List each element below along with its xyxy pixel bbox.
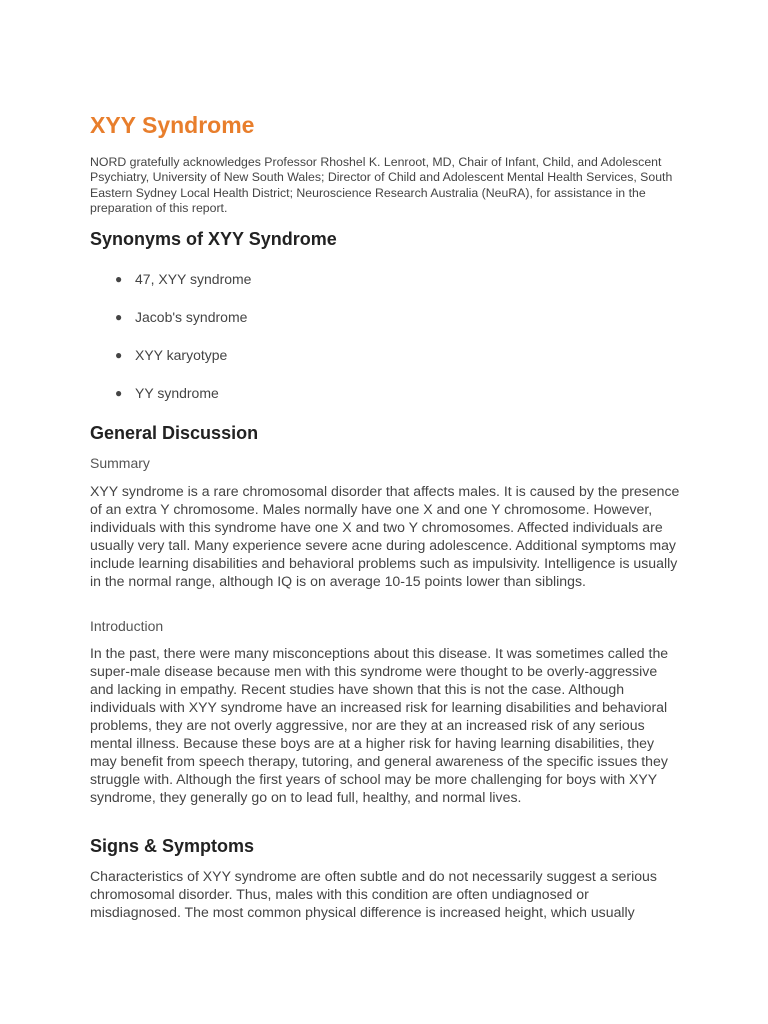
synonyms-list (90, 268, 251, 420)
synonym-text: YY syndrome (135, 385, 219, 401)
bullet-icon: ● (115, 310, 123, 324)
list-item (90, 344, 251, 382)
synonym-text: Jacob's syndrome (135, 309, 248, 325)
summary-label: Summary (90, 455, 150, 471)
general-discussion-heading: General Discussion (90, 423, 259, 443)
introduction-label: Introduction (90, 618, 164, 634)
summary-paragraph: XYY syndrome is a rare chromosomal disorder that affects males. It is caused by the presence of an extra Y chromosome. Males normally have one X and one Y chromosome. However, individuals with this syndrome have one X and two Y chromosomes. Affected individuals are usually very tall. Many experience severe acne during adolescence. Additional symptoms may include learning disabilities and behavioral problems such as impulsivity. Intelligence is usually in the normal range, although IQ is on average 10-15 points lower than siblings. (90, 483, 680, 589)
introduction-paragraph: In the past, there were many misconceptions about this disease. It was sometimes called the super-male disease because men with this syndrome were thought to be overly-aggressive and lacking in empathy. Recent studies have shown that this is not the case. Although individuals with XYY syndrome have an increased risk for learning disabilities and behavioral problems, they are not overly aggressive, nor are they at an increased risk of any serious mental illness. Because these boys are at a higher risk for having learning disabilities, they may benefit from speech therapy, tutoring, and general awareness of the specific issues they struggle with. Although the first years of school may be more challenging for boys with XYY syndrome, they generally go on to lead full, healthy, and normal lives. (90, 645, 669, 805)
signs-symptoms-heading: Signs & Symptoms (90, 836, 255, 856)
list-item (90, 268, 251, 306)
bullet-icon: ● (115, 348, 123, 362)
list-item (90, 306, 251, 344)
acknowledgement-text: NORD gratefully acknowledges Professor Rhoshel K. Lenroot, MD, Chair of Infant, Child, and Adolescent Psychiatry, University of New South Wales; Director of Child and Adolescent Mental Health Services, South Eastern Sydney Local Health District; Neuroscience Research Australia (NeuRA), for assistance in the preparation of this report. (90, 155, 673, 215)
bullet-icon: ● (115, 386, 123, 400)
synonym-text: XYY karyotype (135, 347, 228, 363)
bullet-icon: ● (115, 272, 123, 286)
synonyms-heading: Synonyms of XYY Syndrome (90, 229, 337, 249)
signs-symptoms-paragraph: Characteristics of XYY syndrome are often subtle and do not necessarily suggest a serious chromosomal disorder. Thus, males with this condition are often undiagnosed or misdiagnosed. The most common physical difference is increased height, which usually (90, 868, 657, 920)
document-title: XYY Syndrome (90, 112, 255, 138)
synonym-text: 47, XYY syndrome (135, 271, 252, 287)
list-item (90, 382, 251, 420)
